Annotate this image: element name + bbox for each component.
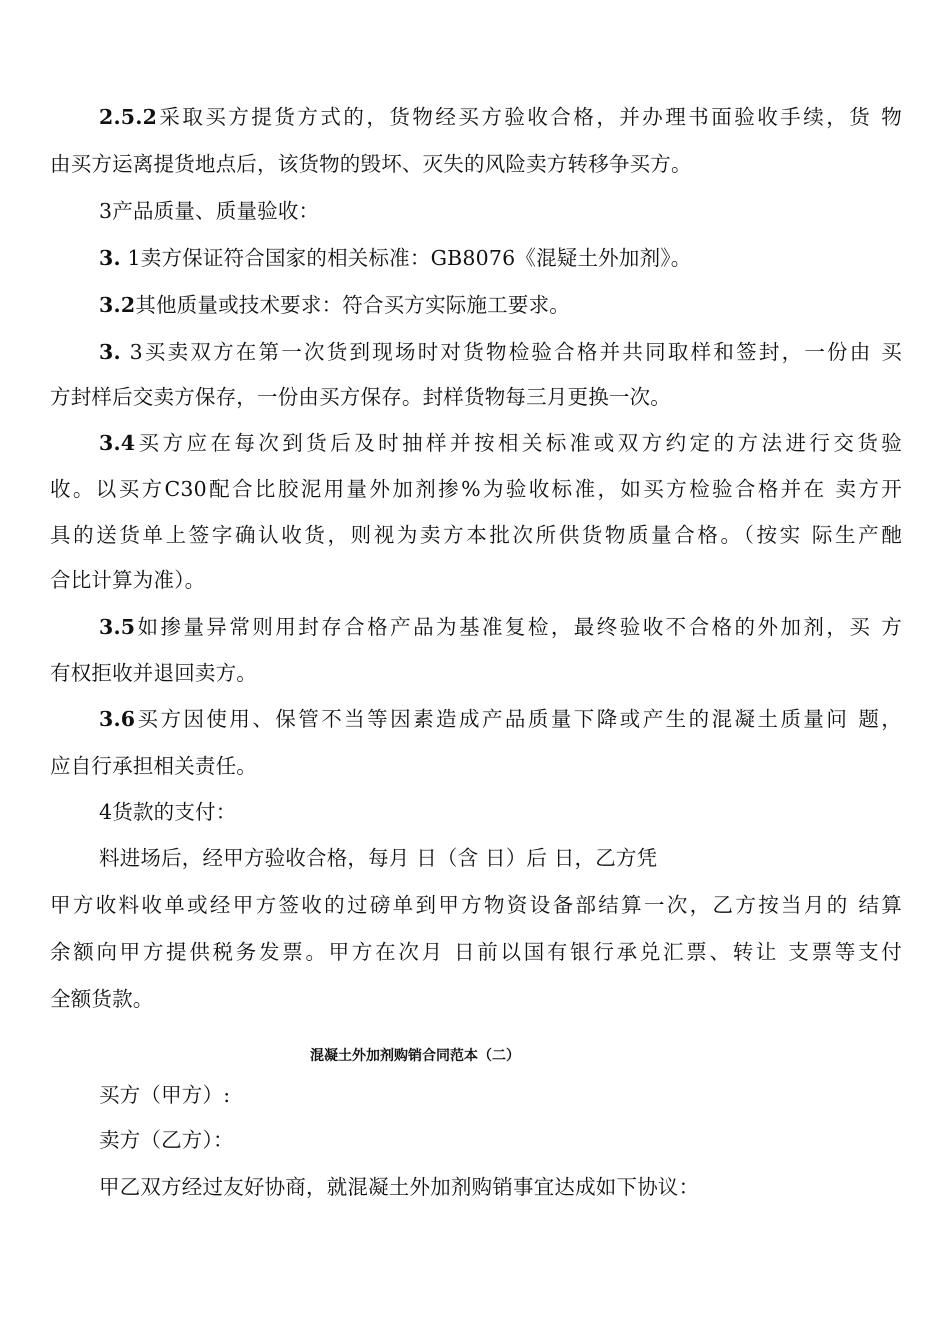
clause-text: 买方因使用、保管不当等因素造成产品质量下降或产生的混凝土质量问 题， bbox=[135, 707, 902, 731]
clause-text: 采取买方提货方式的，货物经买方验收合格，并办理书面验收手续，货 物 bbox=[157, 105, 902, 129]
clause-text: 买方应在每次到货后及时抽样并按相关标准或双方约定的方法进行交货验 bbox=[135, 431, 902, 455]
payment-line-3: 余额向甲方提供税务发票。甲方在次月 日前以国有银行承兑汇票、转让 支票等支付 bbox=[50, 940, 902, 964]
clause-number: 3. bbox=[99, 246, 121, 270]
contract-2-title bbox=[0, 1044, 950, 1068]
clause-3-5-line-1 bbox=[99, 612, 902, 642]
clause-text: 其他质量或技术要求：符合买方实际施工要求。 bbox=[135, 293, 570, 317]
clause-number: 2.5.2 bbox=[99, 105, 158, 129]
section-3-heading: 3产品质量、质量验收： bbox=[99, 199, 320, 223]
clause-number: 3.5 bbox=[99, 615, 136, 639]
clause-number: 3.6 bbox=[99, 707, 136, 731]
payment-line-1: 料进场后，经甲方验收合格，每月 日（含 日）后 日，乙方凭 bbox=[99, 846, 658, 870]
payment-line-4: 全额货款。 bbox=[50, 987, 154, 1011]
section-4-heading: 4货款的支付： bbox=[99, 800, 237, 824]
clause-3-4-line-2: 收。以买方C30配合比胶泥用量外加剂掺%为验收标准，如买方检验合格并在 卖方开 bbox=[50, 477, 902, 501]
clause-3-1 bbox=[99, 243, 902, 273]
clause-3-4-line-3: 具的送货单上签字确认收货，则视为卖方本批次所供货物质量合格。（按实 际生产酏 bbox=[50, 523, 902, 547]
intro-line: 甲乙双方经过友好协商，就混凝土外加剂购销事宜达成如下协议： bbox=[99, 1175, 700, 1199]
clause-number: 3.2 bbox=[99, 293, 136, 317]
seller-line: 卖方（乙方）： bbox=[99, 1128, 234, 1152]
buyer-line: 买方（甲方）: bbox=[99, 1083, 231, 1107]
clause-3-3-line-2: 方封样后交卖方保存，一份由买方保存。封样货物每三月更换一次。 bbox=[50, 385, 671, 409]
clause-text: 3买卖双方在第一次货到现场时对货物检验合格并共同取样和签封，一份由 买 bbox=[120, 340, 902, 364]
clause-3-4-line-4: 合比计算为准）。 bbox=[50, 568, 206, 592]
clause-number: 3.4 bbox=[99, 431, 136, 455]
clause-3-6-line-2: 应自行承担相关责任。 bbox=[50, 754, 257, 778]
payment-line-2: 甲方收料收单或经甲方签收的过磅单到甲方物资设备部结算一次，乙方按当月的 结算 bbox=[50, 893, 902, 917]
clause-3-2 bbox=[99, 290, 902, 320]
clause-text: 如掺量异常则用封存合格产品为基准复检，最终验收不合格的外加剂，买 方 bbox=[135, 615, 902, 639]
clause-2-5-2-line-2: 由买方运离提货地点后，该货物的毁坏、灭失的风险卖方转移争买方。 bbox=[50, 152, 692, 176]
clause-3-3-line-1 bbox=[99, 337, 902, 367]
clause-number: 3. bbox=[99, 340, 121, 364]
clause-text: 1卖方保证符合国家的相关标准：GB8076《混疑土外加剂》。 bbox=[120, 246, 692, 270]
title-text: 混凝土外加剂购销合同范本（二） bbox=[310, 1048, 520, 1064]
clause-3-4-line-1 bbox=[99, 428, 902, 458]
clause-2-5-2-line-1 bbox=[99, 102, 902, 132]
clause-3-6-line-1 bbox=[99, 704, 902, 734]
clause-3-5-line-2: 有权拒收并退回卖方。 bbox=[50, 661, 257, 685]
